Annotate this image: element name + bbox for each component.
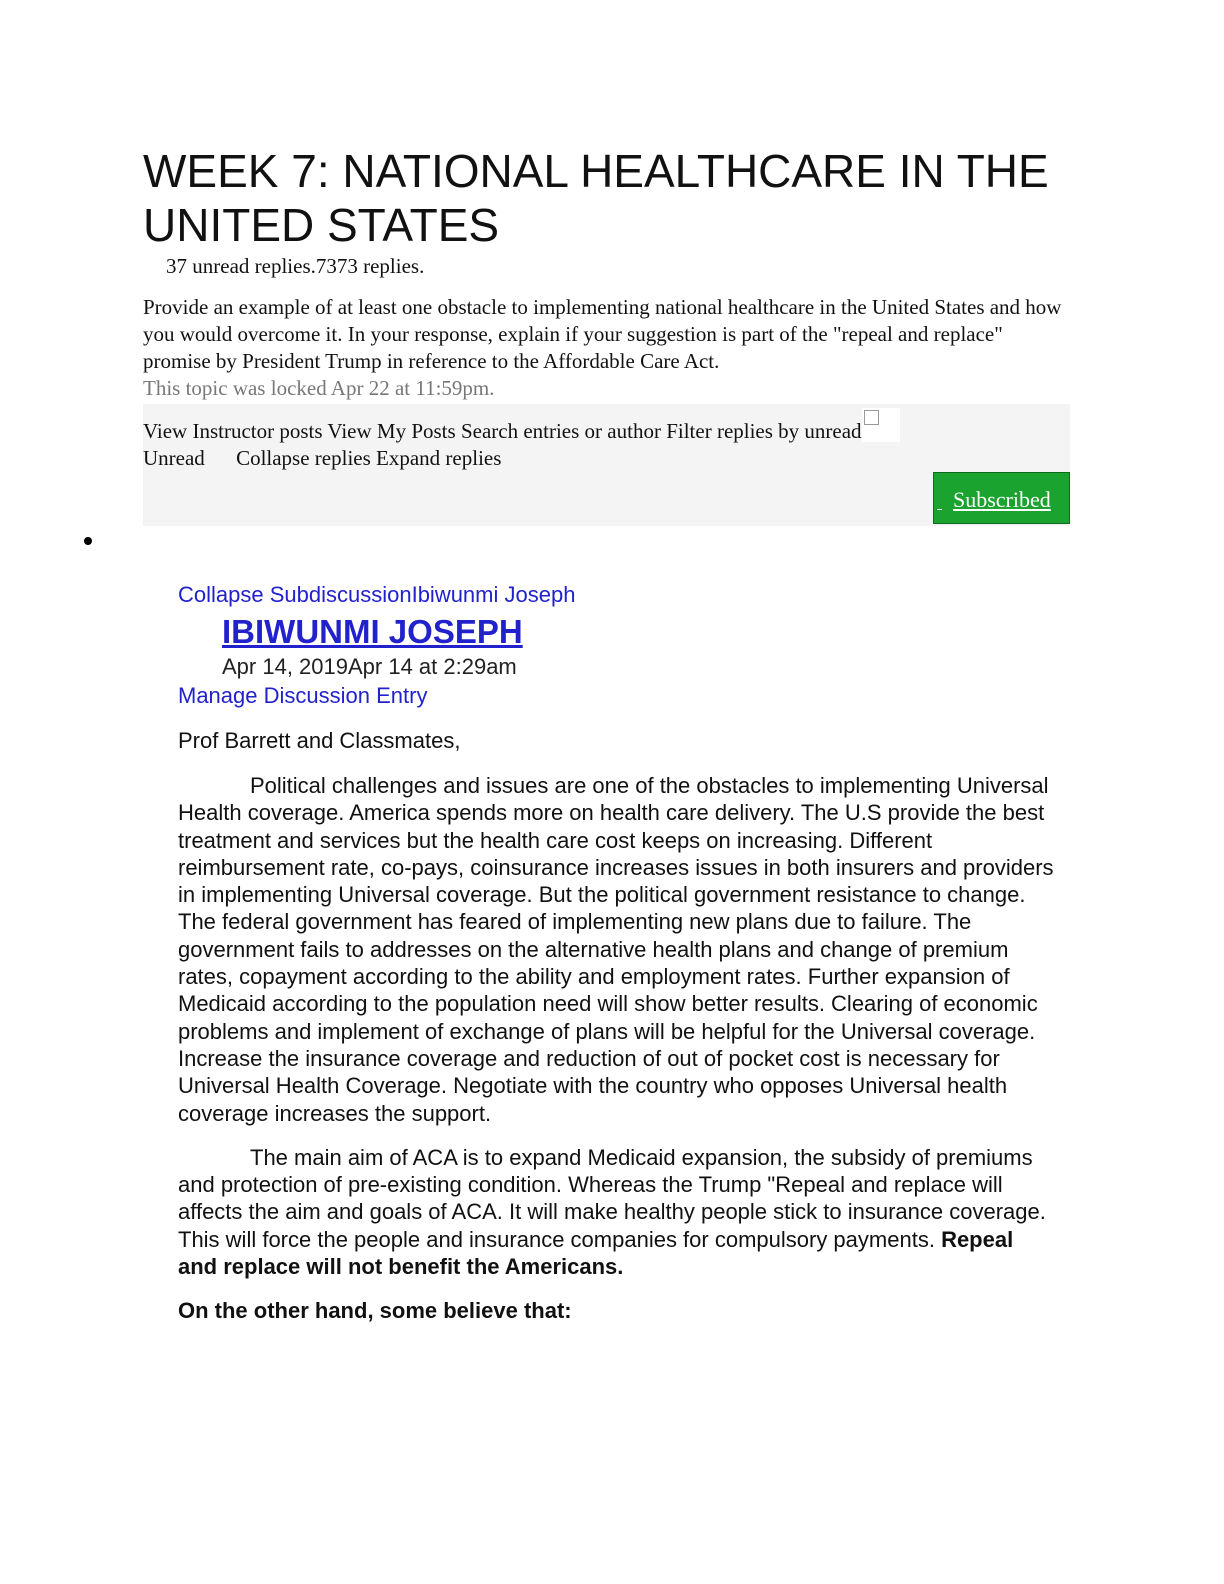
subscribed-button[interactable] [933, 472, 1070, 524]
discussion-entry [178, 580, 1058, 1325]
checkbox-icon [864, 410, 879, 425]
subscribed-icon [937, 509, 942, 510]
entry-paragraph-2 [178, 1144, 1058, 1280]
collapse-replies-button[interactable]: Collapse replies [236, 446, 371, 470]
view-instructor-posts-button[interactable]: View Instructor posts [143, 419, 323, 443]
paragraph-2-bold-text: Repeal and replace will not benefit the Americans. [178, 1226, 1014, 1280]
list-bullet [84, 537, 92, 545]
collapse-subdiscussion-link[interactable]: Collapse SubdiscussionIbiwunmi Joseph [178, 582, 576, 607]
manage-entry-link[interactable]: Manage Discussion Entry [178, 683, 428, 708]
subscribed-link[interactable]: Subscribed [953, 487, 1051, 512]
entry-paragraph-1 [178, 772, 1058, 1127]
reply-counts: 37 unread replies.7373 replies. [166, 254, 425, 278]
filter-unread-label: Filter replies by unread [666, 419, 862, 443]
entry-other-hand: On the other hand, some believe that: [178, 1298, 572, 1324]
paragraph-1-text: Political challenges and issues are one of the obstacles to implementing Universal Health coverage. America spends more on health care delivery. The U.S provide the best treatment and services but the health care cost keeps on increasing. Different reimbursement rate, co-pays, coinsurance increases issues in both insurers and providers in implementing Universal coverage. But the political government resistance to change. The federal government has feared of implementing new plans due to failure. The government fails to addresses on the alternative health plans and change of premium rates, copayment according to the ability and employment rates. Further expansion of Medicaid according to the population need will show better results. Clearing of economic problems and implement of exchange of plans will be helpful for the Universal coverage. Increase the insurance coverage and reduction of out of pocket cost is necessary for Universal Health Coverage. Negotiate with the country who opposes Universal health coverage increases the support. [178, 773, 1054, 1126]
page-title: WEEK 7: NATIONAL HEALTHCARE IN THE UNITED STATES [143, 145, 1049, 251]
discussion-toolbar [143, 404, 1070, 526]
toolbar-row-filters [143, 418, 900, 445]
unread-label: Unread [143, 446, 205, 470]
entry-greeting: Prof Barrett and Classmates, [178, 728, 461, 753]
toolbar-row-actions [143, 445, 501, 472]
locked-notice: This topic was locked Apr 22 at 11:59pm. [143, 376, 495, 400]
filter-unread-checkbox[interactable] [862, 408, 900, 442]
view-my-posts-button[interactable]: View My Posts [327, 419, 456, 443]
topic-container [143, 0, 1070, 526]
topic-prompt: Provide an example of at least one obstacle to implementing national healthcare in the United States and how you would overcome it. In your response, explain if your suggestion is part of the "repeal and replace" promise by President Trump in reference to the Affordable Care Act. [143, 295, 1062, 373]
paragraph-2-text: The main aim of ACA is to expand Medicaid expansion, the subsidy of premiums and protection of pre-existing condition. Whereas the Trump "Repeal and replace will affects the aim and goals of ACA. It will make healthy people stick to insurance coverage. This will force the people and insurance companies for compulsory payments. [178, 1144, 1046, 1252]
author-name-link[interactable]: IBIWUNMI JOSEPH [222, 613, 523, 650]
expand-replies-button[interactable]: Expand replies [376, 446, 502, 470]
entry-date: Apr 14, 2019Apr 14 at 2:29am [222, 654, 517, 679]
search-input[interactable]: Search entries or author [460, 419, 661, 443]
